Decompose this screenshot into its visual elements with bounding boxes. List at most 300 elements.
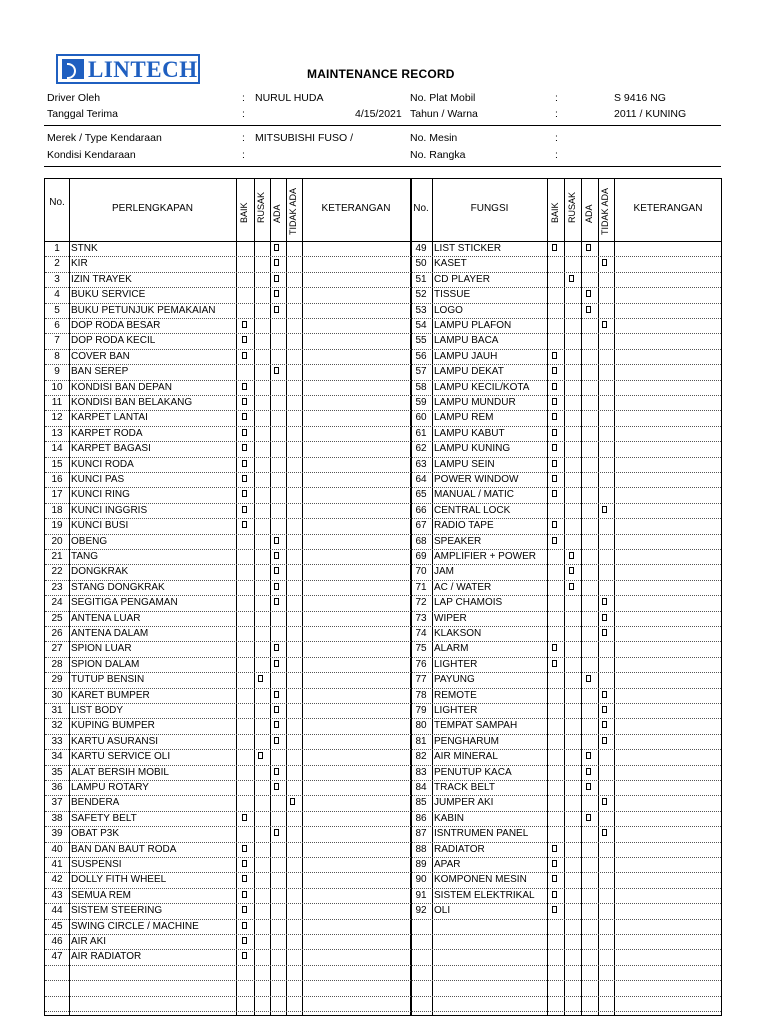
item-number: 55 <box>415 335 427 347</box>
checkbox-ada[interactable] <box>274 783 279 790</box>
item-number: 73 <box>415 612 427 624</box>
checkbox-baik[interactable] <box>242 845 247 852</box>
item-name: CENTRAL LOCK <box>434 504 511 516</box>
table-row <box>45 380 721 396</box>
item-name: ALARM <box>434 643 469 655</box>
checkbox-ada[interactable] <box>274 644 279 651</box>
item-name: KABIN <box>434 812 465 824</box>
checkbox-baik[interactable] <box>242 352 247 359</box>
item-name: ANTENA LUAR <box>71 612 141 624</box>
table-row <box>45 811 721 827</box>
item-number: 31 <box>51 705 63 716</box>
merek-value: MITSUBISHI FUSO / <box>255 132 354 144</box>
item-number: 91 <box>415 889 427 901</box>
checkbox-ada[interactable] <box>274 691 279 698</box>
checkbox-ada[interactable] <box>586 675 591 682</box>
checkbox-baik[interactable] <box>242 413 247 420</box>
table-row <box>45 857 721 873</box>
item-name: KARPET RODA <box>71 427 143 439</box>
checkbox-ada[interactable] <box>274 706 279 713</box>
checkbox-baik[interactable] <box>552 383 557 390</box>
item-number: 30 <box>51 689 63 701</box>
table-row <box>45 919 721 935</box>
checkbox-tidak[interactable] <box>602 737 607 744</box>
th-tidak-ada-right: TIDAK ADA <box>600 187 610 235</box>
item-number: 78 <box>415 689 427 701</box>
table-row <box>45 765 721 781</box>
item-name: MANUAL / MATIC <box>434 489 515 501</box>
checkbox-ada[interactable] <box>274 537 279 544</box>
item-number: 85 <box>415 797 427 809</box>
item-name: SEGITIGA PENGAMAN <box>71 597 178 609</box>
item-number: 33 <box>51 735 63 747</box>
item-name: REMOTE <box>434 689 477 701</box>
kondisi-label: Kondisi Kendaraan <box>47 149 136 161</box>
table-row <box>45 333 721 349</box>
table-row <box>45 364 721 380</box>
item-name: DOLLY FITH WHEEL <box>71 874 167 886</box>
item-name: LAMPU SEIN <box>434 458 495 470</box>
item-name: LAMPU KUNING <box>434 443 511 455</box>
checkbox-baik[interactable] <box>242 460 247 467</box>
driver-label: Driver Oleh <box>47 92 101 104</box>
checkbox-baik[interactable] <box>552 537 557 544</box>
item-name: AIR MINERAL <box>434 751 498 763</box>
th-tidak-ada-left: TIDAK ADA <box>288 187 298 235</box>
header-divider-2 <box>44 166 721 167</box>
checkbox-ada[interactable] <box>274 567 279 574</box>
checkbox-ada[interactable] <box>274 244 279 251</box>
checkbox-ada[interactable] <box>586 783 591 790</box>
table-row <box>45 349 721 365</box>
item-name: IZIN TRAYEK <box>71 273 132 285</box>
table-row <box>45 287 721 303</box>
table-row <box>45 241 721 257</box>
th-perlengkapan: PERLENGKAPAN <box>112 203 193 214</box>
item-number: 37 <box>51 797 63 809</box>
item-name: KOMPONEN MESIN <box>434 874 527 886</box>
checkbox-baik[interactable] <box>552 845 557 852</box>
table-row <box>45 996 721 1012</box>
checkbox-baik[interactable] <box>552 875 557 882</box>
item-name: SAFETY BELT <box>71 812 137 824</box>
item-number: 69 <box>415 551 427 562</box>
table-row <box>45 718 721 734</box>
item-number: 52 <box>415 289 427 301</box>
item-name: PENGHARUM <box>434 735 500 747</box>
item-number: 10 <box>51 381 63 393</box>
item-name: DONGKRAK <box>71 566 129 578</box>
item-number: 8 <box>54 350 60 362</box>
item-number: 29 <box>51 674 63 686</box>
checkbox-ada[interactable] <box>586 306 591 313</box>
table-row <box>45 472 721 488</box>
company-logo <box>56 54 200 84</box>
item-name: KONDISI BAN DEPAN <box>71 381 172 393</box>
item-number: 51 <box>415 273 427 285</box>
item-name: LAMPU REM <box>434 412 494 424</box>
table-row <box>45 318 721 334</box>
item-name: TEMPAT SAMPAH <box>434 720 518 732</box>
checkbox-tidak[interactable] <box>602 259 607 266</box>
th-keterangan-left: KETERANGAN <box>321 203 391 214</box>
checkbox-baik[interactable] <box>552 413 557 420</box>
table-row <box>45 518 721 534</box>
logo-mark-icon <box>62 59 84 79</box>
checkbox-ada[interactable] <box>586 244 591 251</box>
item-name: PAYUNG <box>434 674 475 686</box>
checkbox-baik[interactable] <box>552 644 557 651</box>
item-number: 15 <box>51 458 63 470</box>
item-name: PENUTUP KACA <box>434 766 512 778</box>
checkbox-tidak[interactable] <box>602 321 607 328</box>
item-name: BUKU PETUNJUK PEMAKAIAN <box>71 304 216 316</box>
checkbox-tidak[interactable] <box>602 721 607 728</box>
checkbox-baik[interactable] <box>242 952 247 959</box>
checkbox-baik[interactable] <box>552 860 557 867</box>
table-row <box>45 549 721 565</box>
checkbox-baik[interactable] <box>552 490 557 497</box>
item-name: CD PLAYER <box>434 273 490 285</box>
item-name: LIGHTER <box>434 705 478 716</box>
checkbox-tidak[interactable] <box>602 829 607 836</box>
checkbox-ada[interactable] <box>586 814 591 821</box>
item-name: KARPET LANTAI <box>71 412 148 424</box>
checkbox-baik[interactable] <box>242 860 247 867</box>
table-row <box>45 672 721 688</box>
merek-colon: : <box>242 132 245 144</box>
checkbox-baik[interactable] <box>552 429 557 436</box>
item-name: BAN DAN BAUT RODA <box>71 843 177 855</box>
item-number: 83 <box>415 766 427 778</box>
checkbox-baik[interactable] <box>552 660 557 667</box>
item-number: 23 <box>51 581 63 593</box>
item-name: RADIO TAPE <box>434 520 494 532</box>
table-row <box>45 410 721 426</box>
checkbox-tidak[interactable] <box>602 691 607 698</box>
item-number: 89 <box>415 859 427 870</box>
item-name: TRACK BELT <box>434 782 495 793</box>
item-name: LAMPU KABUT <box>434 427 505 439</box>
item-number: 38 <box>51 812 63 824</box>
item-name: KASET <box>434 258 467 270</box>
checkbox-rusak[interactable] <box>569 567 574 574</box>
item-number: 59 <box>415 397 427 408</box>
item-number: 81 <box>415 735 427 747</box>
table-row <box>45 595 721 611</box>
item-name: TANG <box>71 551 99 562</box>
item-number: 90 <box>415 874 427 886</box>
tahun-colon: : <box>555 108 558 120</box>
checkbox-baik[interactable] <box>242 383 247 390</box>
item-number: 61 <box>415 427 427 439</box>
checkbox-rusak[interactable] <box>569 275 574 282</box>
item-number: 25 <box>51 612 63 624</box>
checkbox-tidak[interactable] <box>602 506 607 513</box>
rangka-label: No. Rangka <box>410 149 466 161</box>
item-name: AMPLIFIER + POWER <box>434 551 536 562</box>
item-number: 56 <box>415 350 427 362</box>
item-name: AIR AKI <box>71 936 107 947</box>
item-name: KARPET BAGASI <box>71 443 151 455</box>
item-name: LAMPU DEKAT <box>434 366 504 378</box>
table-row <box>45 487 721 503</box>
driver-colon: : <box>242 92 245 104</box>
item-number: 86 <box>415 812 427 824</box>
checkbox-tidak[interactable] <box>602 706 607 713</box>
table-row <box>45 934 721 950</box>
table-row <box>45 256 721 272</box>
item-number: 77 <box>415 674 427 686</box>
th-baik-right: BAIK <box>550 202 560 223</box>
item-number: 74 <box>415 628 427 639</box>
checkbox-baik[interactable] <box>242 906 247 913</box>
checkbox-baik[interactable] <box>242 398 247 405</box>
item-number: 46 <box>51 936 63 947</box>
checkbox-rusak[interactable] <box>569 583 574 590</box>
checkbox-baik[interactable] <box>242 429 247 436</box>
item-number: 41 <box>51 859 63 870</box>
table-row <box>45 980 721 996</box>
item-name: SPION LUAR <box>71 643 132 655</box>
checkbox-ada[interactable] <box>274 660 279 667</box>
checklist-table <box>44 178 722 1016</box>
item-number: 87 <box>415 828 427 840</box>
checkbox-tidak[interactable] <box>602 598 607 605</box>
table-row <box>45 457 721 473</box>
table-row <box>45 872 721 888</box>
checkbox-baik[interactable] <box>552 398 557 405</box>
item-number: 3 <box>54 273 60 285</box>
item-name: SUSPENSI <box>71 859 122 870</box>
item-name: KUNCI RODA <box>71 458 134 470</box>
checkbox-baik[interactable] <box>242 444 247 451</box>
item-name: JAM <box>434 566 454 578</box>
item-number: 68 <box>415 535 427 547</box>
checkbox-baik[interactable] <box>242 937 247 944</box>
item-name: KARTU ASURANSI <box>71 735 159 747</box>
item-number: 47 <box>51 951 63 963</box>
checkbox-baik[interactable] <box>242 336 247 343</box>
th-rusak-left: RUSAK <box>256 191 266 223</box>
item-name: AIR RADIATOR <box>71 951 142 963</box>
item-number: 35 <box>51 766 63 778</box>
checkbox-rusak[interactable] <box>258 675 263 682</box>
table-row <box>45 564 721 580</box>
mesin-colon: : <box>555 132 558 144</box>
item-number: 60 <box>415 412 427 424</box>
checkbox-baik[interactable] <box>242 475 247 482</box>
checkbox-ada[interactable] <box>274 306 279 313</box>
table-row <box>45 272 721 288</box>
item-name: STNK <box>71 243 98 254</box>
plat-label: No. Plat Mobil <box>410 92 476 104</box>
item-name: KUNCI INGGRIS <box>71 504 148 516</box>
item-number: 54 <box>415 320 427 331</box>
item-number: 22 <box>51 566 63 578</box>
checkbox-ada[interactable] <box>274 259 279 266</box>
item-number: 67 <box>415 520 427 532</box>
item-name: TISSUE <box>434 289 471 301</box>
item-number: 21 <box>51 551 63 562</box>
item-name: KUNCI RING <box>71 489 130 501</box>
item-number: 26 <box>51 628 63 639</box>
item-name: JUMPER AKI <box>434 797 494 809</box>
checkbox-ada[interactable] <box>274 275 279 282</box>
checkbox-baik[interactable] <box>242 922 247 929</box>
item-number: 16 <box>51 474 63 485</box>
item-number: 43 <box>51 889 63 901</box>
merek-label: Merek / Type Kendaraan <box>47 132 162 144</box>
checkbox-baik[interactable] <box>242 490 247 497</box>
item-number: 7 <box>54 335 60 347</box>
item-name: LAMPU ROTARY <box>71 782 149 793</box>
checkbox-tidak[interactable] <box>602 629 607 636</box>
checkbox-ada[interactable] <box>274 768 279 775</box>
checkbox-ada[interactable] <box>274 829 279 836</box>
item-number: 70 <box>415 566 427 578</box>
checkbox-tidak[interactable] <box>602 614 607 621</box>
checkbox-baik[interactable] <box>552 906 557 913</box>
item-number: 80 <box>415 720 427 732</box>
item-name: SPION DALAM <box>71 658 140 670</box>
tanggal-colon: : <box>242 108 245 120</box>
checkbox-baik[interactable] <box>242 875 247 882</box>
table-row <box>45 303 721 319</box>
item-number: 57 <box>415 366 427 378</box>
item-number: 12 <box>51 412 63 424</box>
item-number: 24 <box>51 597 63 609</box>
table-row <box>45 626 721 642</box>
item-name: KARTU SERVICE OLI <box>71 751 171 763</box>
item-number: 66 <box>415 504 427 516</box>
table-row <box>45 842 721 858</box>
item-number: 53 <box>415 304 427 316</box>
table-row <box>45 688 721 704</box>
checkbox-ada[interactable] <box>586 752 591 759</box>
item-name: SPEAKER <box>434 535 482 547</box>
table-row <box>45 395 721 411</box>
item-name: DOP RODA KECIL <box>71 335 156 347</box>
checkbox-ada[interactable] <box>274 583 279 590</box>
item-name: LAMPU BACA <box>434 335 499 347</box>
tanggal-value: 4/15/2021 <box>355 108 402 120</box>
checkbox-rusak[interactable] <box>258 752 263 759</box>
th-keterangan-right: KETERANGAN <box>633 203 703 214</box>
item-number: 28 <box>51 658 63 670</box>
item-name: BUKU SERVICE <box>71 289 146 301</box>
checkbox-ada[interactable] <box>274 737 279 744</box>
checkbox-baik[interactable] <box>552 460 557 467</box>
item-name: STANG DONGKRAK <box>71 581 165 593</box>
item-name: OBAT P3K <box>71 828 119 840</box>
item-name: SEMUA REM <box>71 889 132 901</box>
item-number: 13 <box>51 427 63 439</box>
checkbox-baik[interactable] <box>552 444 557 451</box>
item-name: LAMPU JAUH <box>434 350 498 362</box>
item-name: OBENG <box>71 535 108 547</box>
item-name: LIST STICKER <box>434 243 502 254</box>
tahun-label: Tahun / Warna <box>410 108 478 120</box>
checkbox-rusak[interactable] <box>569 552 574 559</box>
checkbox-baik[interactable] <box>552 891 557 898</box>
item-name: KUNCI BUSI <box>71 520 129 532</box>
item-number: 82 <box>415 751 427 763</box>
checkbox-baik[interactable] <box>242 521 247 528</box>
checkbox-baik[interactable] <box>552 521 557 528</box>
item-number: 88 <box>415 843 427 855</box>
item-number: 19 <box>51 520 63 532</box>
checkbox-ada[interactable] <box>274 552 279 559</box>
checkbox-ada[interactable] <box>274 367 279 374</box>
item-name: LAMPU KECIL/KOTA <box>434 381 530 393</box>
th-rusak-right: RUSAK <box>567 191 577 223</box>
th-ada-right: ADA <box>584 204 594 223</box>
checkbox-baik[interactable] <box>242 814 247 821</box>
item-name: LAP CHAMOIS <box>434 597 503 609</box>
table-row <box>45 641 721 657</box>
checkbox-baik[interactable] <box>552 352 557 359</box>
item-name: ALAT BERSIH MOBIL <box>71 766 169 778</box>
checkbox-baik[interactable] <box>552 475 557 482</box>
item-number: 75 <box>415 643 427 655</box>
item-number: 45 <box>51 920 63 932</box>
item-number: 36 <box>51 782 63 793</box>
item-name: LIST BODY <box>71 705 124 716</box>
checkbox-ada[interactable] <box>274 721 279 728</box>
table-row <box>45 888 721 904</box>
checkbox-ada[interactable] <box>274 598 279 605</box>
checkbox-ada[interactable] <box>586 768 591 775</box>
item-name: BAN SEREP <box>71 366 129 378</box>
checkbox-tidak[interactable] <box>290 798 295 805</box>
table-row <box>45 949 721 965</box>
item-name: TUTUP BENSIN <box>71 674 145 686</box>
item-number: 44 <box>51 905 63 917</box>
item-name: SWING CIRCLE / MACHINE <box>71 920 199 932</box>
item-number: 72 <box>415 597 427 609</box>
checkbox-baik[interactable] <box>552 244 557 251</box>
item-name: ANTENA DALAM <box>71 628 149 639</box>
checkbox-baik[interactable] <box>552 367 557 374</box>
checkbox-baik[interactable] <box>242 891 247 898</box>
th-no-left: No. <box>49 197 65 208</box>
item-name: LOGO <box>434 304 463 316</box>
item-number: 84 <box>415 782 427 793</box>
table-row <box>45 580 721 596</box>
item-number: 20 <box>51 535 63 547</box>
item-name: ISNTRUMEN PANEL <box>434 828 529 840</box>
checkbox-tidak[interactable] <box>602 798 607 805</box>
item-name: KLAKSON <box>434 628 482 639</box>
item-name: KUNCI PAS <box>71 474 125 485</box>
checkbox-ada[interactable] <box>274 290 279 297</box>
checkbox-baik[interactable] <box>242 321 247 328</box>
table-row <box>45 657 721 673</box>
item-number: 17 <box>51 489 63 501</box>
item-name: SISTEM STEERING <box>71 905 163 917</box>
tahun-value: 2011 / KUNING <box>614 108 687 120</box>
item-number: 11 <box>51 397 63 408</box>
checkbox-baik[interactable] <box>242 506 247 513</box>
th-ada-left: ADA <box>272 204 282 223</box>
header-divider <box>44 125 721 126</box>
checkbox-ada[interactable] <box>586 290 591 297</box>
table-row <box>45 826 721 842</box>
item-name: RADIATOR <box>434 843 485 855</box>
th-fungsi: FUNGSI <box>470 203 509 214</box>
th-no-right: No. <box>413 203 429 214</box>
